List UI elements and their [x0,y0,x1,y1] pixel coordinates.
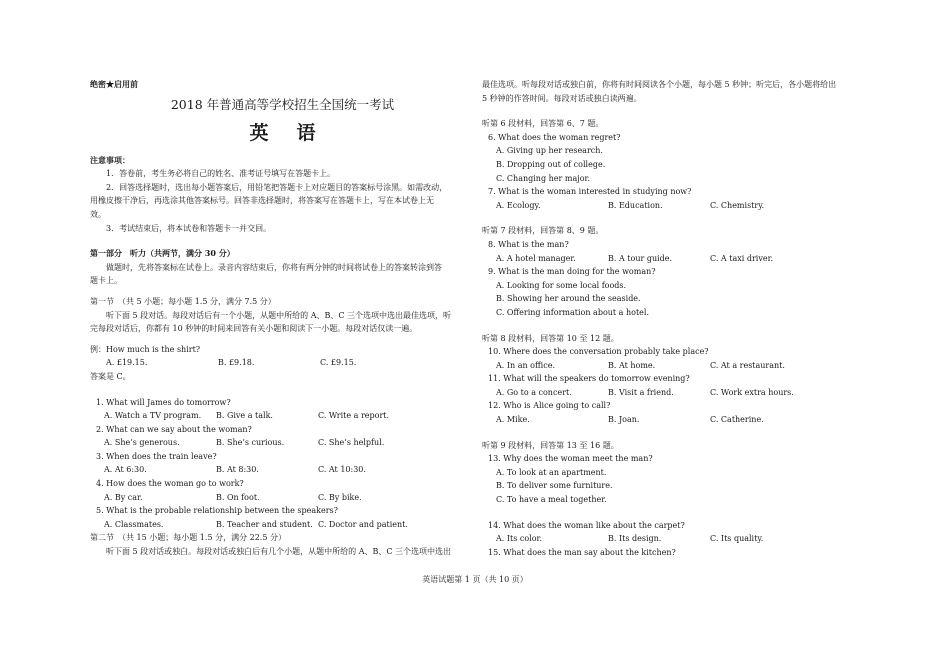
part1-heading: 第一部分 听力（共两节，满分 30 分） [90,248,235,259]
option-a: A. In an office. [496,360,555,370]
option-a: A. A hotel manager. [496,253,576,263]
question-11: 11. What will the speakers do tomorrow evening? [488,374,690,384]
q7-options [482,199,867,213]
question-options [90,491,475,505]
section1-intro-line-2: 完每段对话后，你都有 10 秒钟的时间来回答有关小题和阅读下一小题。每段对话仅读一遍。 [90,324,418,334]
left-column [90,78,475,559]
q9-option-c: C. Offering information about a hotel. [496,307,649,317]
example-options [90,356,475,370]
option-b: B. Joan. [608,415,640,425]
option-c: C. A taxi driver. [710,253,774,263]
option-b: B. Visit a friend. [608,387,674,397]
option-b: B. Teacher and student. [216,519,313,529]
q12-options [482,413,867,427]
q13-option-c: C. To have a meal together. [496,495,607,505]
subject-title: 英语 [249,121,344,144]
question-text: 3. When does the train leave? [96,451,217,461]
question-12: 12. Who is Alice going to call? [488,401,611,411]
note-2-line-1: 2．回答选择题时，选出每小题答案后，用铅笔把答题卡上对应题目的答案标号涂黑。如需改动， [106,182,448,192]
option-b: B. A tour guide. [608,253,673,263]
option-c: C. Catherine. [710,415,764,425]
option-b: B. Education. [608,200,663,210]
option-c: C. Doctor and patient. [318,519,408,529]
q11-options [482,386,867,400]
option-c: C. By bike. [318,492,362,502]
option-a: A. By car. [104,492,143,502]
question-14: 14. What does the woman like about the carpet? [488,520,685,530]
option-c: C. At 10:30. [318,465,366,475]
option-b: B. At 8:30. [216,465,259,475]
question-text: 5. What is the probable relationship between the speakers? [96,506,338,516]
notes-heading: 注意事项： [90,154,130,165]
option-c: C. Chemistry. [710,200,765,210]
q14-options [482,532,867,546]
question-15: 15. What does the man say about the kitchen? [488,547,676,557]
option-c: C. At a restaurant. [710,360,785,370]
q10-options [482,359,867,373]
page-footer: 英语试题第 1 页（共 10 页） [422,575,528,584]
note-1: 1．答卷前，考生务必将自己的姓名、准考证号填写在答题卡上。 [106,169,336,179]
q9-option-a: A. Looking for some local foods. [496,280,627,290]
option-a: A. Go to a concert. [496,387,572,397]
section2-intro-line-1: 听下面 5 段对话或独白。每段对话或独白后有几个小题，从题中所给的 A、B、C 三个选项中选出 [106,547,452,557]
note-2-line-3: 效。 [90,209,106,219]
question-2 [90,423,475,450]
part1-intro-line-1: 做题时，先将答案标在试卷上。录音内容结束后，你将有两分钟的时间将试卷上的答案转涂到答 [106,262,442,272]
exam-title: 2018 年普通高等学校招生全国统一考试 [170,96,395,112]
question-1 [90,396,475,423]
question-8: 8. What is the man? [488,239,569,249]
question-options [90,409,475,423]
q6-option-a: A. Giving up her research. [496,146,603,156]
option-b: B. £9.18. [218,358,255,368]
right-column [482,78,867,559]
example-question: 例：How much is the shirt? [90,344,201,354]
option-a: A. Ecology. [496,200,541,210]
option-a: A. Mike. [496,415,530,425]
option-b: B. Give a talk. [216,411,273,421]
question-9: 9. What is the man doing for the woman? [488,267,656,277]
note-3: 3．考试结束后，将本试卷和答题卡一并交回。 [106,223,272,233]
question-options [90,518,475,532]
q13-option-a: A. To look at an apartment. [496,467,607,477]
material-7-heading: 听第 7 段材料，回答第 8、9 题。 [482,226,604,236]
question-10: 10. Where does the conversation probably take place? [488,347,709,357]
section1-intro-line-1: 听下面 5 段对话。每段对话后有一个小题，从题中所给的 A、B、C 三个选项中选出最佳选项，听 [106,310,452,320]
secret-label: 绝密★启用前 [90,79,138,89]
option-b: B. On foot. [216,492,260,502]
question-options [90,463,475,477]
material-8-heading: 听第 8 段材料，回答第 10 至 12 题。 [482,333,619,343]
option-c: C. £9.15. [320,358,357,368]
example-answer: 答案是 C。 [90,371,131,381]
part1-intro-line-2: 题卡上。 [90,276,122,286]
question-text: 2. What can we say about the woman? [96,424,252,434]
option-c: C. Work extra hours. [710,387,794,397]
q6-option-c: C. Changing her major. [496,173,591,183]
question-7: 7. What is the woman interested in studying now? [488,187,692,197]
option-a: A. Its color. [496,534,543,544]
option-a: A. Watch a TV program. [104,411,202,421]
option-a: A. £19.15. [106,358,148,368]
option-b: B. She’s curious. [216,438,285,448]
section2-intro-line-3: 5 秒钟的作答时间。每段对话或独白读两遍。 [482,93,642,103]
question-4 [90,477,475,504]
material-9-heading: 听第 9 段材料，回答第 13 至 16 题。 [482,440,619,450]
option-a: A. At 6:30. [104,465,147,475]
option-a: A. Classmates. [104,519,164,529]
option-a: A. She’s generous. [104,438,180,448]
question-text: 4. How does the woman go to work? [96,479,244,489]
section1-heading: 第一节 （共 5 小题；每小题 1.5 分，满分 7.5 分） [90,296,276,306]
option-c: C. She’s helpful. [318,438,385,448]
material-6-heading: 听第 6 段材料，回答第 6、7 题。 [482,119,604,129]
q6-option-b: B. Dropping out of college. [496,159,606,169]
question-5 [90,504,475,531]
question-options [90,436,475,450]
option-b: B. Its design. [608,534,662,544]
section2-intro-line-2: 最佳选项。听每段对话或独白前，你将有时间阅读各个小题，每小题 5 秒钟；听完后，各小题将给出 [482,80,837,89]
question-3 [90,450,475,477]
note-2-line-2: 用橡皮擦干净后，再选涂其他答案标号。回答非选择题时，将答案写在答题卡上，写在本试卷上无 [90,196,434,206]
section2-heading: 第二节 （共 15 小题；每小题 1.5 分，满分 22.5 分） [90,533,286,543]
question-text: 1. What will James do tomorrow? [96,397,231,407]
question-13: 13. Why does the woman meet the man? [488,454,653,464]
option-c: C. Write a report. [318,411,390,421]
option-b: B. At home. [608,360,656,370]
option-c: C. Its quality. [710,534,764,544]
q9-option-b: B. Showing her around the seaside. [496,294,641,304]
question-6: 6. What does the woman regret? [488,132,621,142]
q13-option-b: B. To deliver some furniture. [496,481,613,491]
q8-options [482,252,867,266]
